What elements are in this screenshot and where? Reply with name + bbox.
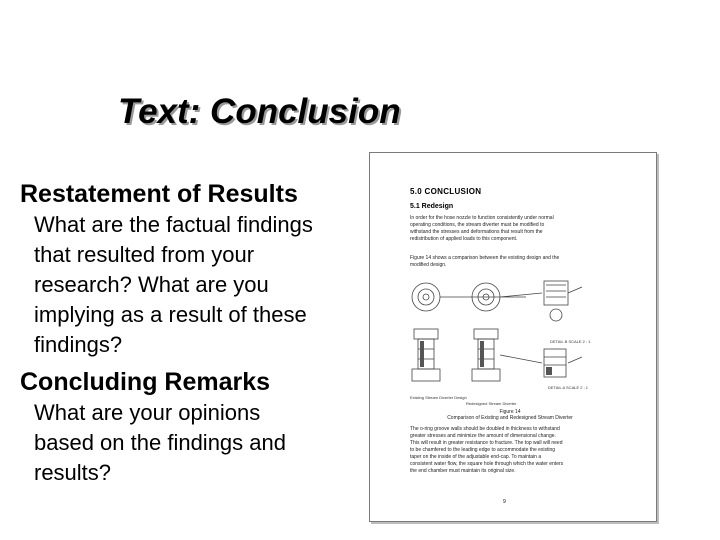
thumbnail-line: consistent water flow, the square hole through which the water enters — [410, 461, 564, 467]
body-line: findings? — [34, 332, 123, 357]
section-heading-concluding: Concluding Remarks — [20, 368, 271, 396]
body-line: based on the findings and — [34, 430, 286, 455]
caption-line: Figure 14 — [499, 409, 521, 415]
body-line: implying as a result of these — [34, 302, 307, 327]
section-body-restatement — [34, 210, 313, 360]
figure-label-detail-b: DETAIL B SCALE 2 : 1 — [550, 339, 591, 344]
thumbnail-line: This will result in greater resistance to fracture. The top wall will need — [410, 440, 563, 446]
thumbnail-paragraph-3 — [410, 426, 563, 475]
thumbnail-line: greater stresses and minimize the amount of dimensional change. — [410, 433, 556, 439]
document-thumbnail — [369, 152, 657, 522]
thumbnail-paragraph-1 — [410, 215, 554, 243]
thumbnail-line: the end chamber must maintain its original size. — [410, 468, 516, 474]
thumbnail-page-number: 9 — [503, 499, 506, 505]
body-line: What are the factual findings — [34, 212, 313, 237]
thumbnail-line: withstand the stresses and deformations that result from the — [410, 229, 543, 235]
thumbnail-line: In order for the hose nozzle to function consistently under normal — [410, 215, 554, 221]
figure-caption — [410, 409, 610, 421]
body-line: research? What are you — [34, 272, 269, 297]
body-line: results? — [34, 460, 112, 485]
thumbnail-line: to be chamfered to the leading edge to accommodate the existing — [410, 447, 556, 453]
thumbnail-line: Figure 14 shows a comparison between the existing design and the — [410, 255, 560, 261]
thumbnail-line: operating conditions, the stream diverter must be modified to — [410, 222, 545, 228]
thumbnail-line: taper on the inside of the adjustable end-cap. To maintain a — [410, 454, 542, 460]
thumbnail-paragraph-2 — [410, 255, 559, 269]
section-heading-restatement: Restatement of Results — [20, 180, 298, 208]
figure-label-detail-a: DETAIL A SCALE 2 : 1 — [548, 385, 589, 390]
thumbnail-line: modified design. — [410, 262, 447, 268]
figure-label-existing: Existing Stream Diverter Design — [410, 395, 467, 400]
thumbnail-heading: 5.0 CONCLUSION — [410, 187, 482, 196]
caption-line: Comparison of Existing and Redesigned Stream Diverter — [447, 415, 573, 421]
thumbnail-line: redistribution of applied loads to this component. — [410, 236, 518, 242]
thumbnail-line: The o-ring groove walls should be doubled in thickness to withstand — [410, 426, 560, 432]
body-line: What are your opinions — [34, 400, 261, 425]
figure-label-redesigned: Redesigned Stream Diverter — [466, 401, 517, 406]
body-line: that resulted from your — [34, 242, 255, 267]
thumbnail-subheading: 5.1 Redesign — [410, 203, 454, 210]
section-body-concluding — [34, 398, 286, 488]
page-title: Text: Conclusion — [118, 92, 401, 131]
engineering-figure — [406, 271, 626, 407]
